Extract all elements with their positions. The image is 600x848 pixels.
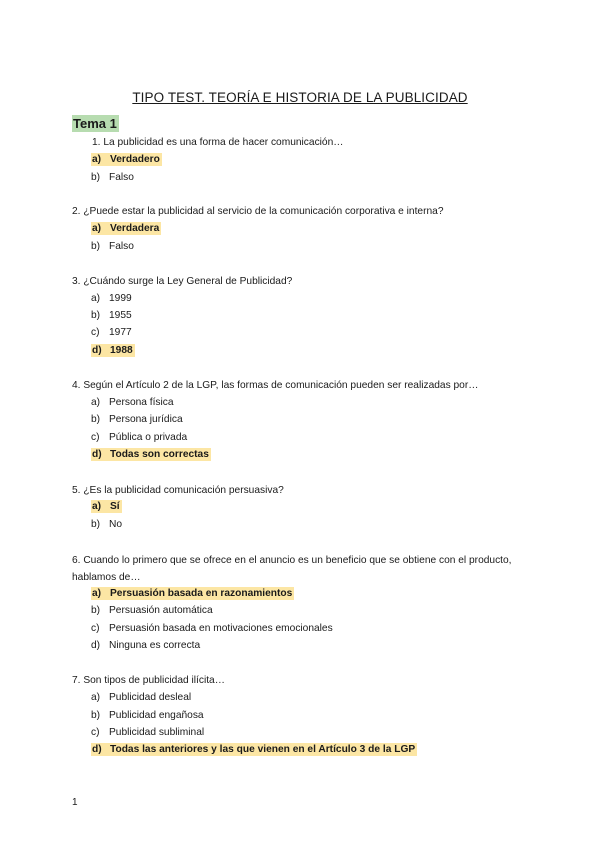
option-3d: d) 1988: [92, 345, 133, 356]
option-1a: a) Verdadero: [92, 154, 160, 165]
option-4d: d) Todas son correctas: [92, 449, 209, 460]
option-6b: b) Persuasión automática: [91, 605, 213, 616]
question-2: 2. ¿Puede estar la publicidad al servicio de la comunicación corporativa e interna?: [72, 206, 444, 217]
option-7b: b) Publicidad engañosa: [91, 710, 204, 721]
question-6: 6. Cuando lo primero que se ofrece en el anuncio es un beneficio que se obtiene con el producto, hablamos de…: [72, 555, 512, 583]
option-3b: b) 1955: [91, 310, 132, 321]
question-1: 1. La publicidad es una forma de hacer comunicación…: [92, 137, 344, 148]
page-title: TIPO TEST. TEORÍA E HISTORIA DE LA PUBLICIDAD: [132, 90, 468, 105]
section-heading: Tema 1: [73, 116, 117, 131]
option-3a: a) 1999: [91, 293, 132, 304]
option-5b: b) No: [91, 519, 123, 530]
option-4b: b) Persona jurídica: [91, 414, 183, 425]
option-6c: c) Persuasión basada en motivaciones emocionales: [91, 623, 333, 634]
option-7d: d) Todas las anteriores y las que vienen en el Artículo 3 de la LGP: [92, 744, 416, 755]
option-4c: c) Pública o privada: [91, 432, 188, 443]
option-2b: b) Falso: [91, 241, 134, 252]
option-5a: a) Sí: [92, 501, 120, 512]
question-3: 3. ¿Cuándo surge la Ley General de Publicidad?: [72, 276, 293, 287]
option-3c: c) 1977: [91, 327, 132, 338]
option-7a: a) Publicidad desleal: [91, 692, 192, 703]
question-4: 4. Según el Artículo 2 de la LGP, las formas de comunicación pueden ser realizadas por…: [72, 380, 479, 391]
question-7: 7. Son tipos de publicidad ilícita…: [72, 675, 225, 686]
option-6d: d) Ninguna es correcta: [91, 640, 201, 651]
option-1b: b) Falso: [91, 172, 134, 183]
option-4a: a) Persona física: [91, 397, 174, 408]
option-6a: a) Persuasión basada en razonamientos: [92, 588, 293, 599]
option-7c: c) Publicidad subliminal: [91, 727, 205, 738]
page-number: 1: [72, 797, 78, 808]
option-2a: a) Verdadera: [92, 223, 160, 234]
question-5: 5. ¿Es la publicidad comunicación persuasiva?: [72, 485, 284, 496]
